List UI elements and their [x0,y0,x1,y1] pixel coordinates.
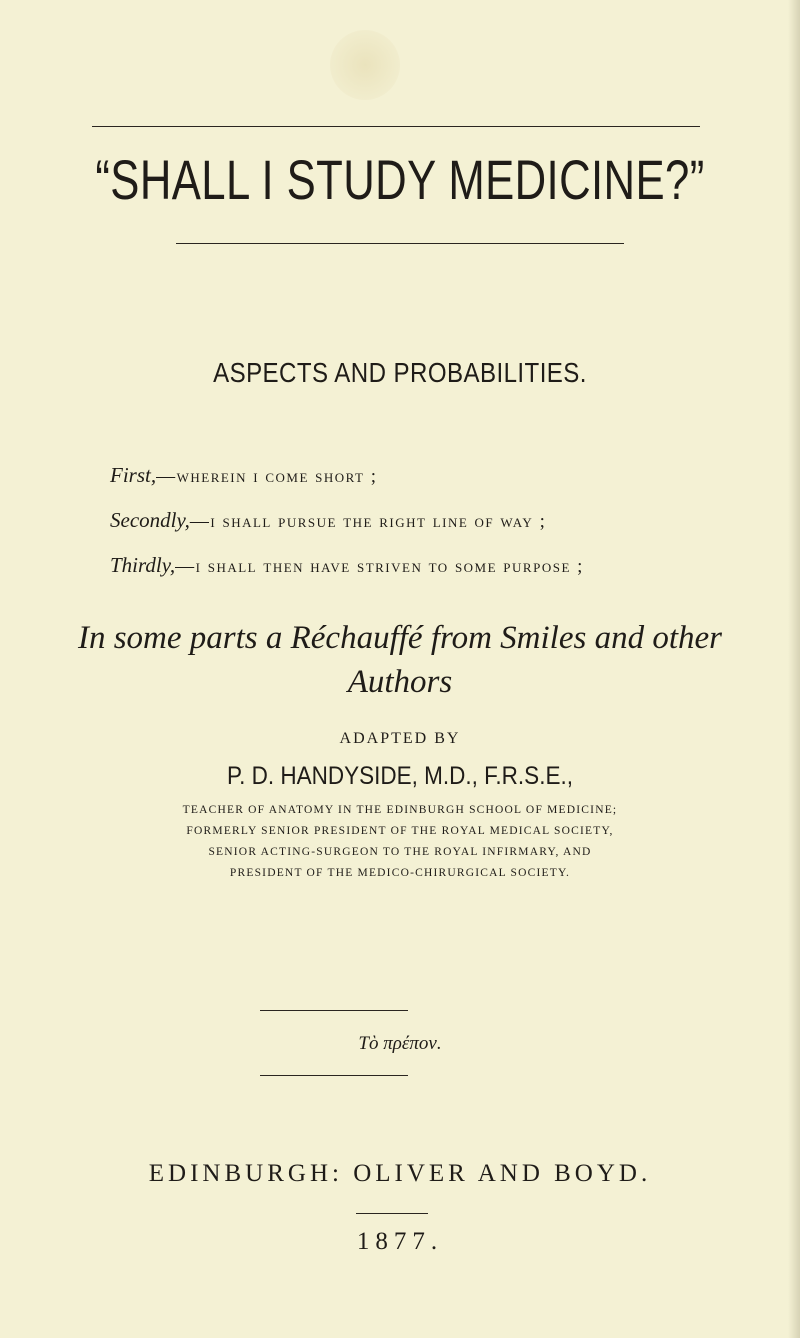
subtitle: ASPECTS AND PROBABILITIES. [213,357,587,388]
top-rule [92,126,700,127]
credential-line-2: FORMERLY SENIOR PRESIDENT OF THE ROYAL MEDICAL SOCIETY, [186,825,614,837]
aspect-first-lead: First, [110,463,157,487]
credential-line-3: SENIOR ACTING-SURGEON TO THE ROYAL INFIRMARY, AND [208,846,592,858]
aspect-second [110,508,546,533]
rechauffe-line-1: In some parts a Réchauffé from Smiles and other [77,620,723,656]
year-rule [356,1213,428,1214]
aspect-third [110,553,584,578]
motto: Τὸ πρέπον. [358,1033,442,1054]
publisher-line: EDINBURGH: OLIVER AND BOYD. [148,1160,652,1187]
title-underline-rule [176,243,624,244]
publication-year: 1877. [356,1228,444,1255]
credential-line-4: PRESIDENT OF THE MEDICO-CHIRURGICAL SOCIETY. [229,867,571,879]
adapted-by: ADAPTED BY [339,730,461,747]
aspect-second-lead: Secondly, [110,508,190,532]
aspect-first [110,463,378,488]
aspect-third-lead: Thirdly, [110,553,176,577]
motto-rule-bottom [260,1075,408,1076]
credential-line-1: TEACHER OF ANATOMY IN THE EDINBURGH SCHOOL OF MEDICINE; [182,804,618,816]
motto-rule-top [260,1010,408,1011]
main-title: “SHALL I STUDY MEDICINE?” [95,148,705,211]
aspect-second-text: —i shall pursue the right line of way ; [189,511,547,532]
aspect-first-text: —wherein i come short ; [156,466,378,487]
rechauffe-line-2: Authors [347,664,453,700]
paper-stain [330,30,400,100]
author-name: P. D. HANDYSIDE, M.D., F.R.S.E., [227,762,573,790]
aspect-third-text: —i shall then have striven to some purpose ; [175,556,584,577]
